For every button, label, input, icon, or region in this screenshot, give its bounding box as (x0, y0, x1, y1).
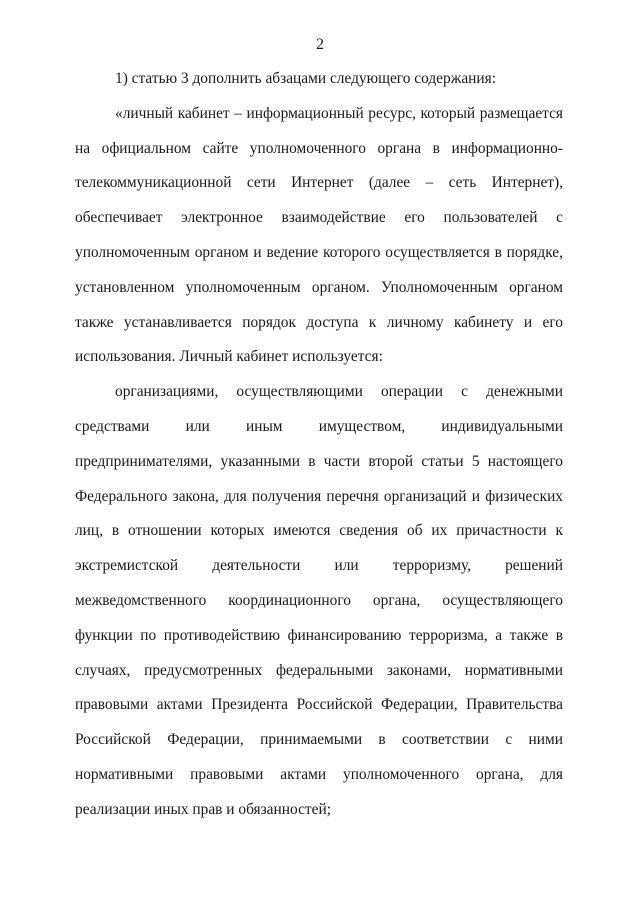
page-number: 2 (316, 36, 324, 53)
paragraph-amendment-intro: 1) статью 3 дополнить абзацами следующего содержания: (115, 70, 496, 87)
document-body (75, 62, 563, 828)
paragraph-personal-account-definition: «личный кабинет – информационный ресурс, который размещается на официальном сайте уполномоченного органа в информационно-телекоммуникационной сети Интернет (далее – сеть Интернет), обеспечивает электронное взаимодействие его пользователей с уполномоченным органом и ведение которого осуществляется в порядке, установленном уполномоченным органом. Уполномоченным органом также устанавливается порядок доступа к личному кабинету и его использования. Личный кабинет используется: (75, 104, 563, 366)
paragraph-organizations-usage: организациями, осуществляющими операции с денежными средствами или иным имуществом, индивидуальными предпринимателями, указанными в части второй статьи 5 настоящего Федерального закона, для получения перечня организаций и физических лиц, в отношении которых имеются сведения об их причастности к экстремистской деятельности или терроризму, решений межведомственного координационного органа, осуществляющего функции по противодействию финансированию терроризма, а также в случаях, предусмотренных федеральными законами, нормативными правовыми актами Президента Российской Федерации, Правительства Российской Федерации, принимаемыми в соответствии с ними нормативными правовыми актами уполномоченного органа, для реализации иных прав и обязанностей; (75, 383, 563, 818)
